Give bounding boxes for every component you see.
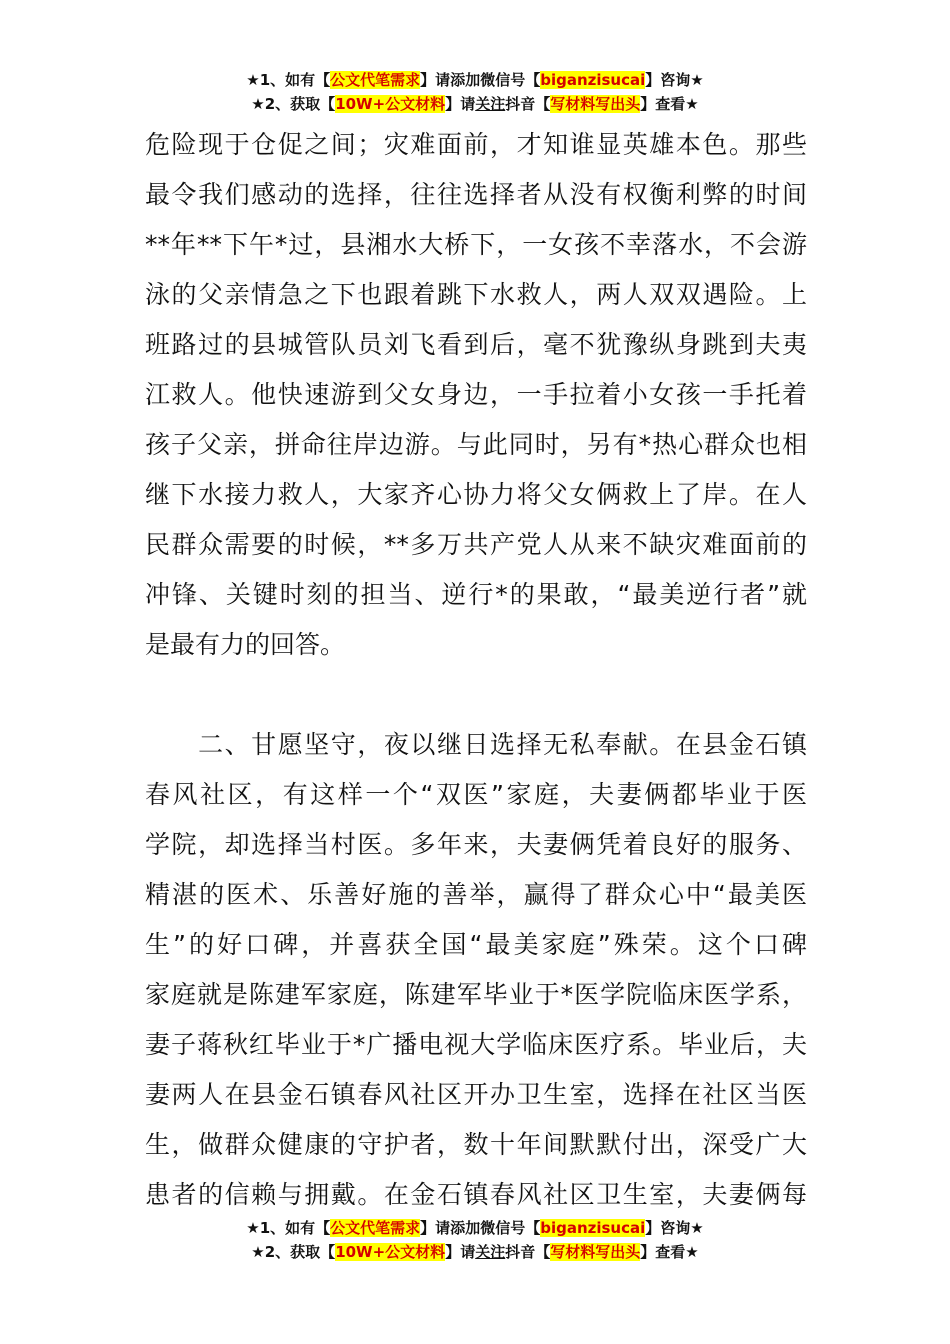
body-line: 是最有力的回答。 bbox=[145, 630, 346, 659]
banner-line-2 bbox=[0, 92, 950, 116]
banner-highlight-materials: 10W+公文材料 bbox=[335, 1243, 446, 1261]
body-line: 冲锋、关键时刻的担当、逆行*的果敢，“最美逆行者”就 bbox=[145, 580, 807, 609]
banner-text: ★2、获取【 bbox=[251, 95, 336, 113]
banner-highlight-wechat-id: biganzisucai bbox=[540, 1219, 646, 1237]
banner-highlight-douyin: 写材料写出头 bbox=[550, 95, 641, 113]
body-line: 民群众需要的时候，**多万共产党人从来不缺灾难面前的 bbox=[145, 530, 807, 559]
paragraph-gap bbox=[145, 670, 807, 720]
body-line: 春风社区，有这样一个“双医”家庭，夫妻俩都毕业于医 bbox=[145, 780, 807, 809]
banner-text: 抖音【 bbox=[505, 1243, 551, 1261]
body-line: 泳的父亲情急之下也跟着跳下水救人，两人双双遇险。上 bbox=[145, 280, 807, 309]
banner-text: 】请添 bbox=[420, 1219, 466, 1237]
body-line: 继下水接力救人，大家齐心协力将父女俩救上了岸。在人 bbox=[145, 480, 807, 509]
banner-text: 微信号【 bbox=[480, 1219, 541, 1237]
banner-text: 】请 bbox=[445, 95, 476, 113]
banner-line-1 bbox=[0, 1216, 950, 1240]
banner-text: 加 bbox=[465, 1219, 481, 1237]
banner-text: 抖音【 bbox=[505, 95, 551, 113]
body-line: 家庭就是陈建军家庭，陈建军毕业于*医学院临床医学系， bbox=[145, 980, 807, 1009]
banner-text: 】请添 bbox=[420, 71, 466, 89]
banner-highlight-douyin: 写材料写出头 bbox=[550, 1243, 641, 1261]
banner-highlight-service: 公文代笔需求 bbox=[330, 71, 421, 89]
banner-text: 关注 bbox=[475, 1243, 506, 1261]
banner-text: ★1、如有【 bbox=[246, 71, 331, 89]
banner-text: 】请 bbox=[445, 1243, 476, 1261]
body-line: 精湛的医术、乐善好施的善举，赢得了群众心中“最美医 bbox=[145, 880, 807, 909]
banner-highlight-wechat-id: biganzisucai bbox=[540, 71, 646, 89]
banner-highlight-materials: 10W+公文材料 bbox=[335, 95, 446, 113]
body-line: 江救人。他快速游到父女身边，一手拉着小女孩一手托着 bbox=[145, 380, 807, 409]
banner-text: 】咨询★ bbox=[645, 1219, 704, 1237]
banner-highlight-service: 公文代笔需求 bbox=[330, 1219, 421, 1237]
header-banner bbox=[0, 68, 950, 116]
body-line: 患者的信赖与拥戴。在金石镇春风社区卫生室，夫妻俩每 bbox=[145, 1180, 807, 1209]
body-line: 妻子蒋秋红毕业于*广播电视大学临床医疗系。毕业后，夫 bbox=[145, 1030, 807, 1059]
body-line: **年**下午*过，县湘水大桥下，一女孩不幸落水，不会游 bbox=[145, 230, 807, 259]
body-line: 生，做群众健康的守护者，数十年间默默付出，深受广大 bbox=[145, 1130, 807, 1159]
banner-text: 】查看★ bbox=[640, 1243, 699, 1261]
banner-line-2 bbox=[0, 1240, 950, 1264]
banner-text: ★1、如有【 bbox=[246, 1219, 331, 1237]
body-line: 最令我们感动的选择，往往选择者从没有权衡利弊的时间 bbox=[145, 180, 807, 209]
body-line: 危险现于仓促之间；灾难面前，才知谁显英雄本色。那些 bbox=[145, 130, 807, 159]
body-line: 妻两人在县金石镇春风社区开办卫生室，选择在社区当医 bbox=[145, 1080, 807, 1109]
banner-text: 加 bbox=[465, 71, 481, 89]
banner-text: 微信号【 bbox=[480, 71, 541, 89]
footer-banner bbox=[0, 1216, 950, 1264]
banner-text: 】咨询★ bbox=[645, 71, 704, 89]
body-line: 班路过的县城管队员刘飞看到后，毫不犹豫纵身跳到夫夷 bbox=[145, 330, 807, 359]
body-line: 生”的好口碑，并喜获全国“最美家庭”殊荣。这个口碑 bbox=[145, 930, 807, 959]
body-line: 学院，却选择当村医。多年来，夫妻俩凭着良好的服务、 bbox=[145, 830, 807, 859]
body-line: 孩子父亲，拼命往岸边游。与此同时，另有*热心群众也相 bbox=[145, 430, 807, 459]
body-line: 二、甘愿坚守，夜以继日选择无私奉献。在县金石镇 bbox=[145, 730, 807, 759]
banner-text: ★2、获取【 bbox=[251, 1243, 336, 1261]
banner-line-1 bbox=[0, 68, 950, 92]
banner-text: 关注 bbox=[475, 95, 506, 113]
banner-text: 】查看★ bbox=[640, 95, 699, 113]
document-body bbox=[145, 120, 807, 1220]
